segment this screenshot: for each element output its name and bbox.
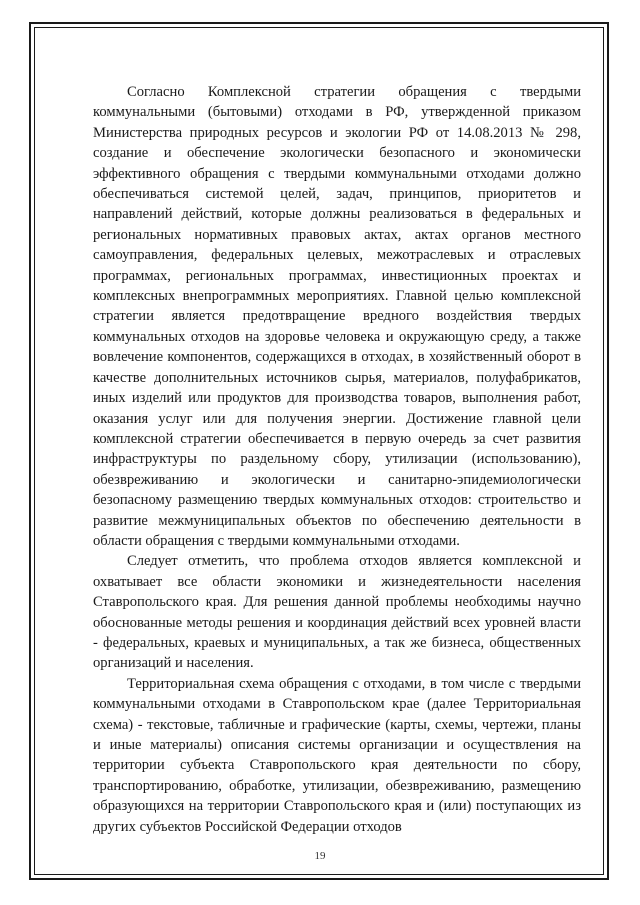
document-body [93,82,581,837]
paragraph-strategy: Согласно Комплексной стратегии обращения с твердыми коммунальными (бытовыми) отходами в РФ, утвержденной приказом Министерства природных ресурсов и экологии РФ от 14.08.2013 № 298, создание и обеспечение экологически безопасного и экономически эффективного обращения с твердыми коммунальными отходами должно обеспечиваться системой целей, задач, принципов, приоритетов и направлений действий, которые должны реализоваться в федеральных и региональных нормативных правовых актах, актах органов местного самоуправления, федеральных целевых, межотраслевых и отраслевых программах, региональных программах, инвестиционных проектах и комплексных внепрограммных мероприятиях. Главной целью комплексной стратегии является предотвращение вредного воздействия твердых коммунальных отходов на здоровье человека и окружающую среду, а также вовлечение компонентов, содержащихся в отходах, в хозяйственный оборот в качестве дополнительных источников сырья, материалов, полуфабрикатов, иных изделий или продуктов для производства товаров, выполнения работ, оказания услуг или для получения энергии. Достижение главной цели комплексной стратегии обеспечивается в первую очередь за счет развития инфраструктуры по раздельному сбору, утилизации (использованию), обезвреживанию и экологически и санитарно-эпидемиологически безопасному размещению твердых коммунальных отходов: строительство и развитие межмуниципальных объектов по обеспечению деятельности в области обращения с твердыми коммунальными отходами. [93,84,581,549]
paragraph-territorial-scheme: Территориальная схема обращения с отходами, в том числе с твердыми коммунальными отходами в Ставропольском крае (далее Территориальная схема) - текстовые, табличные и графические (карты, схемы, чертежи, планы и иные материалы) описания системы организации и осуществления на территории субъекта Ставропольского края деятельности по сбору, транспортированию, обработке, утилизации, обезвреживанию, размещению образующихся на территории Ставропольского края и (или) поступающих из других субъектов Российской Федерации отходов [93,675,581,835]
page-number: 19 [314,850,326,862]
paragraph-problem: Следует отметить, что проблема отходов является комплексной и охватывает все области экономики и жизнедеятельности населения Ставропольского края. Для решения данной проблемы необходимы научно обоснованные методы решения и координация действий всех уровней власти - федеральных, краевых и муниципальных, а так же бизнеса, общественных организаций и населения. [93,553,581,672]
